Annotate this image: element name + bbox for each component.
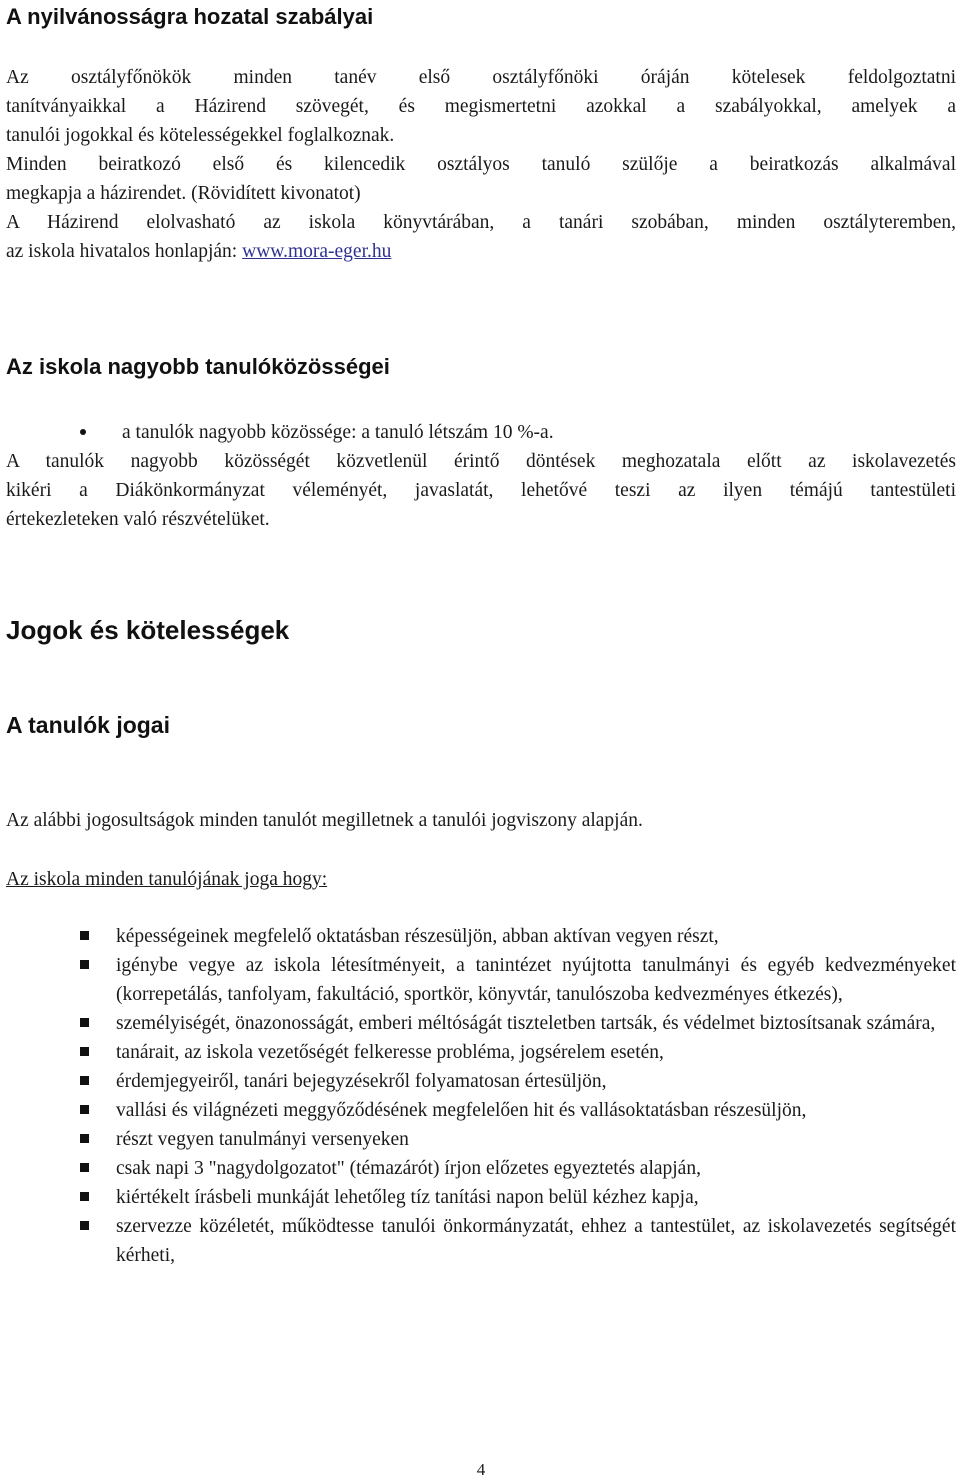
square-bullet-icon xyxy=(80,1192,89,1201)
square-bullet-icon xyxy=(80,1076,89,1085)
square-bullet-icon xyxy=(80,1105,89,1114)
text-line: értekezleteken való részvételüket. xyxy=(6,509,270,530)
list-item xyxy=(6,1096,956,1125)
square-bullet-icon xyxy=(80,1018,89,1027)
list-item xyxy=(6,1183,956,1212)
rights-list xyxy=(6,922,956,1270)
text-line: kikéri a Diákönkormányzat véleményét, javaslatát, lehetővé teszi az ilyen témájú tantestületi xyxy=(6,480,956,501)
list-item-text: kiértékelt írásbeli munkáját lehetőleg tíz tanítási napon belül kézhez kapja, xyxy=(116,1187,699,1208)
list-item xyxy=(6,1125,956,1154)
text-line: Az osztályfőnökök minden tanév első osztályfőnöki óráján kötelesek feldolgoztatni xyxy=(6,67,956,88)
text-line: A tanulók nagyobb közösségét közvetlenül érintő döntések meghozatala előtt az iskolavezetés xyxy=(6,451,956,472)
list-item-text: csak napi 3 "nagydolgozatot" (témazárót) írjon előzetes egyeztetés alapján, xyxy=(116,1158,701,1179)
square-bullet-icon xyxy=(80,1163,89,1172)
text-line: tanítványaikkal a Házirend szövegét, és megismertetni azokkal a szabályokkal, amelyek a xyxy=(6,96,956,117)
list-item xyxy=(6,1067,956,1096)
paragraph-student-council xyxy=(6,447,956,534)
square-bullet-icon xyxy=(80,1134,89,1143)
section-title-rights-duties: Jogok és kötelességek xyxy=(6,615,290,645)
list-item-text: érdemjegyeiről, tanári bejegyzésekről folyamatosan értesüljön, xyxy=(116,1071,607,1092)
list-item-text: képességeinek megfelelő oktatásban részesüljön, abban aktívan vegyen részt, xyxy=(116,926,719,947)
school-website-link[interactable]: www.mora-eger.hu xyxy=(242,241,392,262)
bullet-dot-icon xyxy=(80,429,86,435)
website-label: az iskola hivatalos honlapján: xyxy=(6,241,243,262)
square-bullet-icon xyxy=(80,960,89,969)
list-item xyxy=(6,1212,956,1270)
list-item-text: tanárait, az iskola vezetőségét felkeresse probléma, jogsérelem esetén, xyxy=(116,1042,664,1063)
paragraph-homeroom-teachers xyxy=(6,63,956,266)
list-item-text: részt vegyen tanulmányi versenyeken xyxy=(116,1129,409,1150)
list-item-text: a tanulók nagyobb közössége: a tanuló létszám 10 %-a. xyxy=(122,422,554,443)
section-title-publication-rules: A nyilvánosságra hozatal szabályai xyxy=(6,4,374,29)
square-bullet-icon xyxy=(80,931,89,940)
rights-list-heading: Az iskola minden tanulójának joga hogy: xyxy=(6,869,328,890)
square-bullet-icon xyxy=(80,1047,89,1056)
square-bullet-icon xyxy=(80,1221,89,1230)
text-line: megkapja a házirendet. (Rövidített kivonatot) xyxy=(6,183,361,204)
subsection-title-student-rights: A tanulók jogai xyxy=(6,712,170,738)
list-item-text: igénybe vegye az iskola létesítményeit, a tanintézet nyújtotta tanulmányi és egyéb kedvezményeket (korrepetálás, tanfolyam, fakultáció, sportkör, könyvtár, tanulószoba kedvezményes étkezés), xyxy=(116,955,956,1005)
text-line: Minden beiratkozó első és kilencedik osztályos tanuló szülője a beiratkozás alkalmával xyxy=(6,154,956,175)
list-item-text: szervezze közéletét, működtesse tanulói önkormányzatát, ehhez a tantestület, az iskolavezetés segítségét kérheti, xyxy=(116,1216,956,1266)
text-line: A Házirend elolvasható az iskola könyvtárában, a tanári szobában, minden osztályteremben, xyxy=(6,212,956,233)
page-number: 4 xyxy=(476,1460,486,1479)
section-title-student-communities: Az iskola nagyobb tanulóközösségei xyxy=(6,354,390,379)
list-item-text: személyiségét, önazonosságát, emberi méltóságát tiszteletben tartsák, és védelmet biztosítsanak számára, xyxy=(116,1013,936,1034)
list-item xyxy=(6,922,956,951)
list-item-text: vallási és világnézeti meggyőződésének megfelelően hit és vallásoktatásban részesüljön, xyxy=(116,1100,807,1121)
list-item xyxy=(6,1154,956,1183)
list-item xyxy=(6,951,956,1009)
text-line: tanulói jogokkal és kötelességekkel foglalkoznak. xyxy=(6,125,395,146)
list-item xyxy=(6,1038,956,1067)
list-item xyxy=(6,1009,956,1038)
rights-intro: Az alábbi jogosultságok minden tanulót megilletnek a tanulói jogviszony alapján. xyxy=(6,810,643,831)
text-line xyxy=(6,237,956,266)
